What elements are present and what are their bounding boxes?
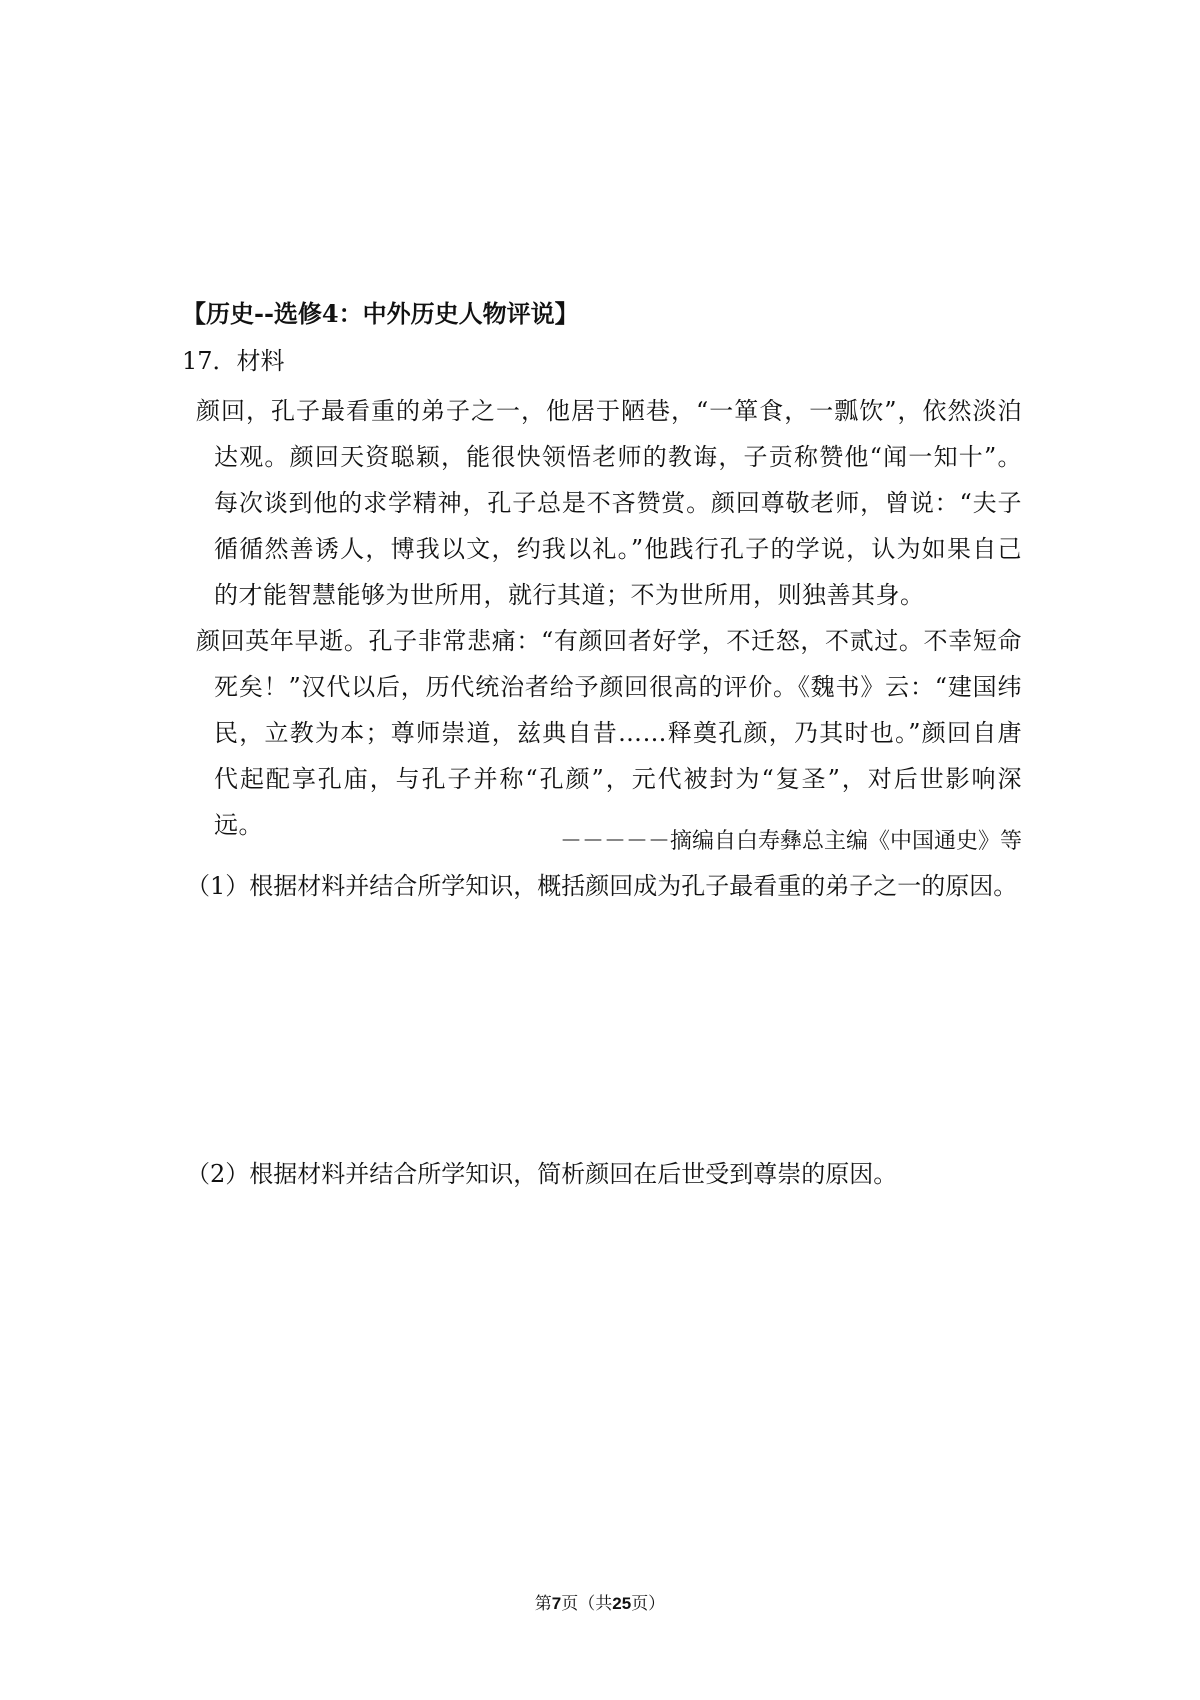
material-source: －－－－－摘编自白寿彝总主编《中国通史》等 xyxy=(559,829,1022,854)
question-number-label: 17．材料 xyxy=(182,347,285,375)
material-paragraph-1: 颜回，孔子最看重的弟子之一，他居于陋巷，“一箪食，一瓢饮”，依然淡泊达观。颜回天资聪颖，能很快领悟老师的教诲，子贡称赞他“闻一知十”。每次谈到他的求学精神，孔子总是不吝赞赏。颜回尊敬老师，曾说：“夫子循循然善诱人，博我以文，约我以礼。”他践行孔子的学说，认为如果自己的才能智慧能够为世所用，就行其道；不为世所用，则独善其身。 xyxy=(196,397,1022,609)
sub-question-1: （1）根据材料并结合所学知识，概括颜回成为孔子最看重的弟子之一的原因。 xyxy=(186,872,1018,900)
footer-middle: 页（共 xyxy=(561,1594,613,1614)
page-footer xyxy=(0,1592,1200,1616)
sub-question-2: （2）根据材料并结合所学知识，简析颜回在后世受到尊崇的原因。 xyxy=(186,1160,898,1188)
footer-suffix: 页） xyxy=(631,1594,666,1614)
material-paragraph-2: 颜回英年早逝。孔子非常悲痛：“有颜回者好学，不迁怒，不贰过。不幸短命死矣！”汉代以后，历代统治者给予颜回很高的评价。《魏书》云：“建国纬民，立教为本；尊师崇道，兹典自昔……释奠孔颜，乃其时也。”颜回自唐代起配享孔庙，与孔子并称“孔颜”，元代被封为“复圣”，对后世影响深远。 xyxy=(196,627,1022,839)
material-passage xyxy=(196,388,1022,848)
footer-prefix: 第 xyxy=(534,1594,552,1614)
footer-page-number: 7 xyxy=(551,1594,562,1613)
section-title: 【历史--选修4：中外历史人物评说】 xyxy=(182,299,579,328)
footer-total-pages: 25 xyxy=(612,1594,632,1613)
